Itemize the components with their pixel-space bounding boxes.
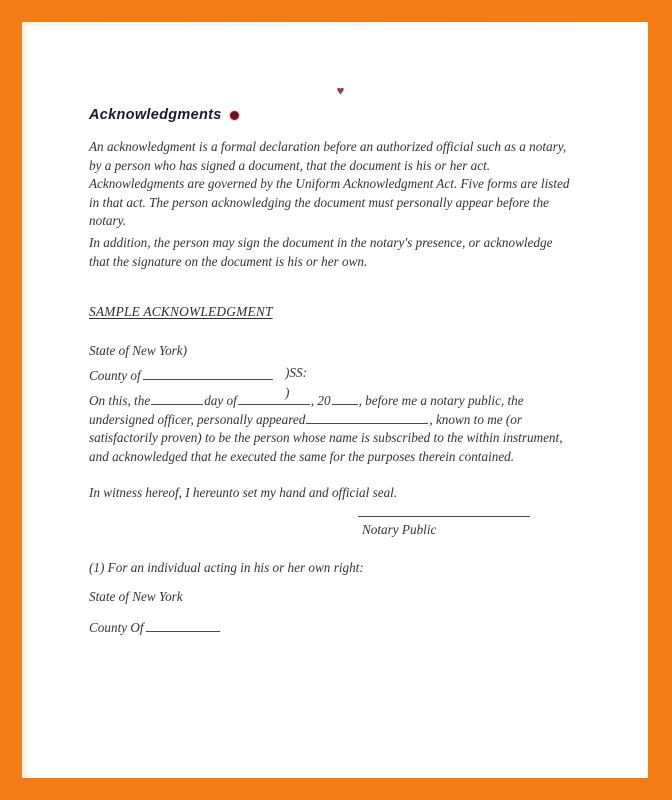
state-line: State of New York): [89, 343, 188, 358]
closing-state-line: State of New York: [89, 589, 183, 604]
document-content: [27, 26, 648, 778]
addition-paragraph: In addition, the person may sign the document in the notary's presence, or acknowledge that the signature on the document is his or her own.: [89, 235, 553, 269]
ack-segment-3: , 20: [310, 393, 331, 408]
closing-county-line: [89, 619, 449, 638]
month-blank-field[interactable]: [238, 393, 310, 405]
signature-block: [358, 516, 533, 538]
ss-notation: )SS:: [285, 365, 307, 380]
day-blank-field[interactable]: [151, 393, 203, 405]
closing-item-1: (1) For an individual acting in his or her own right:: [89, 560, 364, 575]
document-heading: [89, 107, 239, 123]
witness-line: In witness hereof, I hereunto set my hand and official seal.: [89, 485, 398, 500]
closing-paren: ): [285, 385, 290, 400]
notary-public-label: Notary Public: [362, 522, 437, 537]
heart-mark-icon: ♥: [336, 83, 345, 98]
name-blank-field[interactable]: [306, 412, 428, 424]
county-label: County of: [89, 368, 141, 383]
ack-segment-1: On this, the: [89, 393, 151, 408]
intro-paragraph: An acknowledgment is a formal declaration before an authorized official such as a notary, by a person who has signed a document, that the document is his or her act. Acknowledgments are governed by the Uniform Acknowledgment Act. Five forms are listed in that act. The person acknowledging the document must personally appear before the notary.: [89, 139, 570, 229]
year-blank-field[interactable]: [332, 393, 358, 405]
closing-county-blank-field[interactable]: [146, 620, 220, 632]
county-line: [89, 363, 389, 388]
acknowledgment-body: [89, 392, 579, 466]
sample-acknowledgment-heading: SAMPLE ACKNOWLEDGMENT: [89, 304, 273, 319]
county-blank-field[interactable]: [143, 367, 273, 380]
closing-county-label: County Of: [89, 620, 144, 635]
bullet-dot-icon: [230, 111, 239, 120]
venue-block: [89, 338, 389, 400]
ack-segment-4: , before me a notary public, the undersigned officer, personally appeared: [89, 393, 524, 427]
ack-segment-5: , known to me (or satisfactorily proven) to be the person whose name is subscribed to the within instrument, and acknowledged that he executed the same for the purposes therein contained.: [89, 411, 563, 464]
document-page: [27, 26, 648, 778]
ack-segment-2: day of: [204, 393, 237, 408]
page-title: Acknowledgments: [89, 107, 222, 123]
